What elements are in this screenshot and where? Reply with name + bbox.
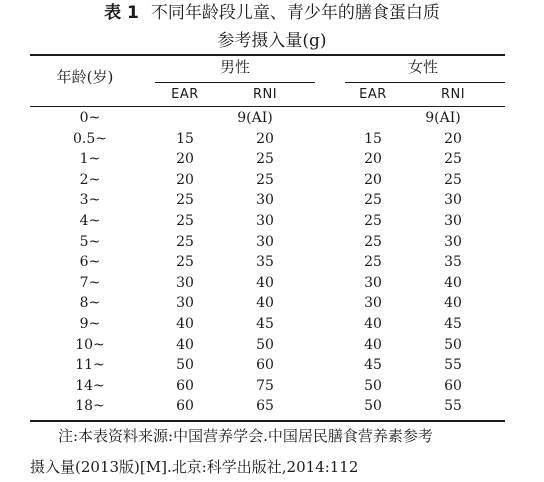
cell-male-ear: 30: [176, 274, 194, 291]
cell-female-ear: 45: [364, 357, 382, 374]
cell-male-ear: 25: [176, 254, 194, 271]
cell-male-ear: 20: [176, 171, 194, 188]
cell-female-rni: 55: [444, 357, 462, 374]
header-age: 年龄(岁): [56, 68, 114, 86]
cell-male-ear: 20: [176, 151, 194, 168]
female-group-rule: [345, 82, 505, 83]
table-title-text: 不同年龄段儿童、青少年的膳食蛋白质: [150, 3, 440, 23]
header-female: 女性: [407, 58, 438, 76]
header-male: 男性: [219, 58, 250, 76]
table-number: 表 1: [104, 3, 139, 23]
cell-female-rni: 30: [444, 233, 462, 250]
cell-male-rni: 25: [256, 151, 274, 168]
cell-male-ear: 40: [176, 336, 194, 353]
cell-male-rni: 30: [256, 192, 274, 209]
cell-male-rni: 50: [256, 336, 274, 353]
cell-male-rni: 75: [256, 377, 274, 394]
cell-male-rni: 45: [256, 316, 274, 332]
table-title: [0, 2, 544, 24]
cell-male-ear: 15: [176, 130, 194, 147]
cell-male-rni: 25: [256, 171, 274, 188]
cell-age: 8~: [79, 295, 101, 312]
cell-female-rni: 30: [444, 192, 462, 209]
cell-female-ear: 20: [364, 171, 382, 188]
cell-male-ear: 25: [176, 192, 194, 209]
cell-female-ear: 15: [364, 130, 382, 147]
cell-female-rni: 25: [444, 151, 462, 168]
header-male-rni: RNI: [252, 87, 278, 102]
cell-age: 0~: [79, 110, 101, 126]
cell-age: 4~: [79, 213, 101, 229]
cell-female-rni: 30: [444, 213, 462, 229]
cell-female-ear: 25: [364, 192, 382, 209]
cell-age: 2~: [79, 171, 101, 188]
cell-female-ear: 25: [364, 233, 382, 250]
cell-female-rni: 50: [444, 336, 462, 353]
cell-male-ear: 40: [176, 316, 194, 332]
cell-female-rni: 45: [444, 316, 462, 332]
cell-age: 0.5~: [73, 130, 107, 147]
cell-age: 9~: [79, 316, 101, 332]
cell-male-rni: 20: [256, 130, 274, 147]
cell-male-rni: 30: [256, 213, 274, 229]
male-group-rule: [155, 82, 315, 83]
cell-male-ear: 50: [176, 357, 194, 374]
source-note-line1: 注:本表资料来源:中国营养学会.中国居民膳食营养素参考: [58, 427, 433, 445]
cell-age: 1~: [79, 151, 101, 168]
header-female-ear: EAR: [359, 87, 387, 102]
top-rule: [30, 54, 505, 56]
cell-male-ear: 60: [176, 398, 194, 415]
cell-male-ear: 25: [176, 213, 194, 229]
cell-female-ear: 40: [364, 336, 382, 353]
cell-male-ear: 30: [176, 295, 194, 312]
cell-female-rni: 20: [444, 130, 462, 147]
table-title-line2: 参考摄入量(g): [217, 31, 327, 51]
cell-male-ear: 25: [176, 233, 194, 250]
cell-age: 3~: [79, 192, 101, 209]
cell-female-ear: 30: [364, 295, 382, 312]
cell-age: 5~: [79, 233, 101, 250]
cell-age: 11~: [75, 357, 105, 374]
cell-male-rni: 9(AI): [237, 110, 273, 126]
cell-male-rni: 35: [256, 254, 274, 271]
header-male-ear: EAR: [171, 87, 199, 102]
cell-female-rni: 25: [444, 171, 462, 188]
cell-female-rni: 60: [444, 377, 462, 394]
cell-female-ear: 25: [364, 254, 382, 271]
cell-female-ear: 30: [364, 274, 382, 291]
cell-female-ear: 50: [364, 377, 382, 394]
header-female-rni: RNI: [440, 87, 466, 102]
cell-female-rni: 35: [444, 254, 462, 271]
cell-male-ear: 60: [176, 377, 194, 394]
cell-female-ear: 20: [364, 151, 382, 168]
cell-female-rni: 9(AI): [425, 110, 461, 126]
cell-female-ear: 40: [364, 316, 382, 332]
cell-age: 14~: [75, 377, 105, 394]
cell-age: 7~: [79, 274, 101, 291]
cell-age: 6~: [79, 254, 101, 271]
cell-female-ear: 25: [364, 213, 382, 229]
cell-female-rni: 40: [444, 295, 462, 312]
cell-male-rni: 30: [256, 233, 274, 250]
cell-male-rni: 65: [256, 398, 274, 415]
cell-male-rni: 60: [256, 357, 274, 374]
cell-male-rni: 40: [256, 295, 274, 312]
cell-female-ear: 50: [364, 398, 382, 415]
cell-age: 10~: [75, 336, 105, 353]
cell-age: 18~: [75, 398, 105, 415]
cell-male-rni: 40: [256, 274, 274, 291]
header-rule: [30, 106, 505, 107]
source-note-line2: 摄入量(2013版)[M].北京:科学出版社,2014:112: [30, 458, 359, 476]
cell-female-rni: 55: [444, 398, 462, 415]
cell-female-rni: 40: [444, 274, 462, 291]
